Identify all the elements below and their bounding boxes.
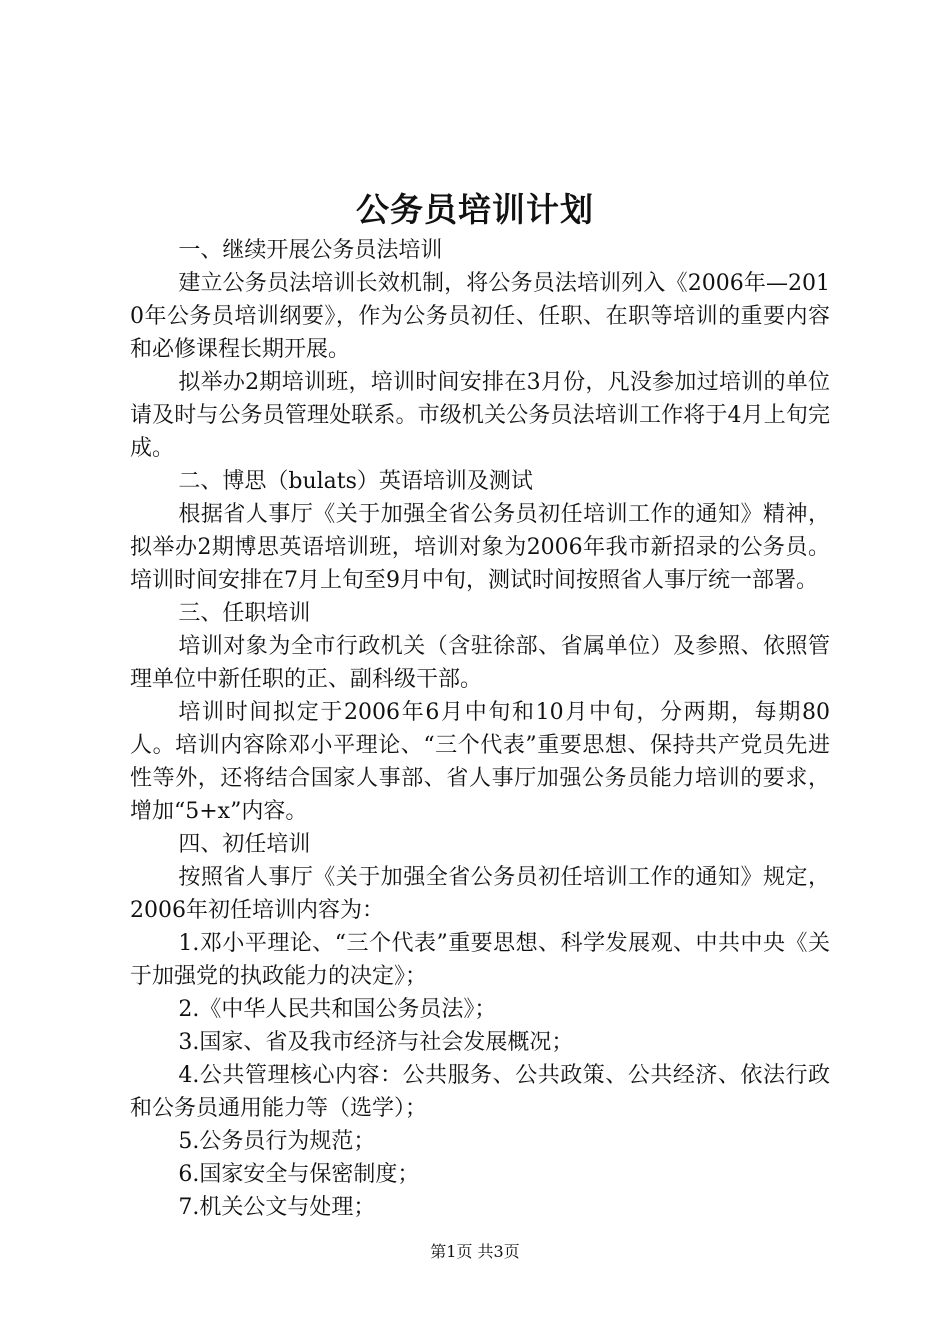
document-body [130,234,830,1224]
list-item: 2.《中华人民共和国公务员法》； [178,997,497,1022]
paragraph: 拟举办2期培训班，培训时间安排在3月份，凡没参加过培训的单位请及时与公务员管理处联系。市级机关公务员法培训工作将于4月上旬完成。 [130,370,830,461]
list-item: 5.公务员行为规范； [178,1129,376,1154]
list-item: 3.国家、省及我市经济与社会发展概况； [178,1030,574,1055]
paragraph: 建立公务员法培训长效机制，将公务员法培训列入《2006年—2010年公务员培训纲要》，作为公务员初任、任职、在职等培训的重要内容和必修课程长期开展。 [130,271,830,362]
section-heading-1: 一、继续开展公务员法培训 [178,238,443,263]
list-item: 7.机关公文与处理； [178,1195,376,1220]
paragraph: 按照省人事厅《关于加强全省公务员初任培训工作的通知》规定，2006年初任培训内容为： [130,865,830,923]
section-heading-4: 四、初任培训 [178,832,311,857]
paragraph: 培训对象为全市行政机关（含驻徐部、省属单位）及参照、依照管理单位中新任职的正、副科级干部。 [130,634,830,692]
list-item: 1.邓小平理论、“三个代表”重要思想、科学发展观、中共中央《关于加强党的执政能力的决定》； [130,931,830,989]
page-footer: 第1页 共3页 [430,1242,520,1261]
page-title: 公务员培训计划 [356,190,594,229]
list-item: 4.公共管理核心内容：公共服务、公共政策、公共经济、依法行政和公务员通用能力等（选学）； [130,1063,830,1121]
section-heading-3: 三、任职培训 [178,601,311,626]
paragraph: 根据省人事厅《关于加强全省公务员初任培训工作的通知》精神，拟举办2期博思英语培训班，培训对象为2006年我市新招录的公务员。培训时间安排在7月上旬至9月中旬，测试时间按照省人事厅统一部署。 [130,502,830,593]
list-item: 6.国家安全与保密制度； [178,1162,420,1187]
section-heading-2: 二、博思（bulats）英语培训及测试 [178,469,533,494]
paragraph: 培训时间拟定于2006年6月中旬和10月中旬，分两期，每期80人。培训内容除邓小平理论、“三个代表”重要思想、保持共产党员先进性等外，还将结合国家人事部、省人事厅加强公务员能力培训的要求，增加“5+x”内容。 [130,700,830,824]
